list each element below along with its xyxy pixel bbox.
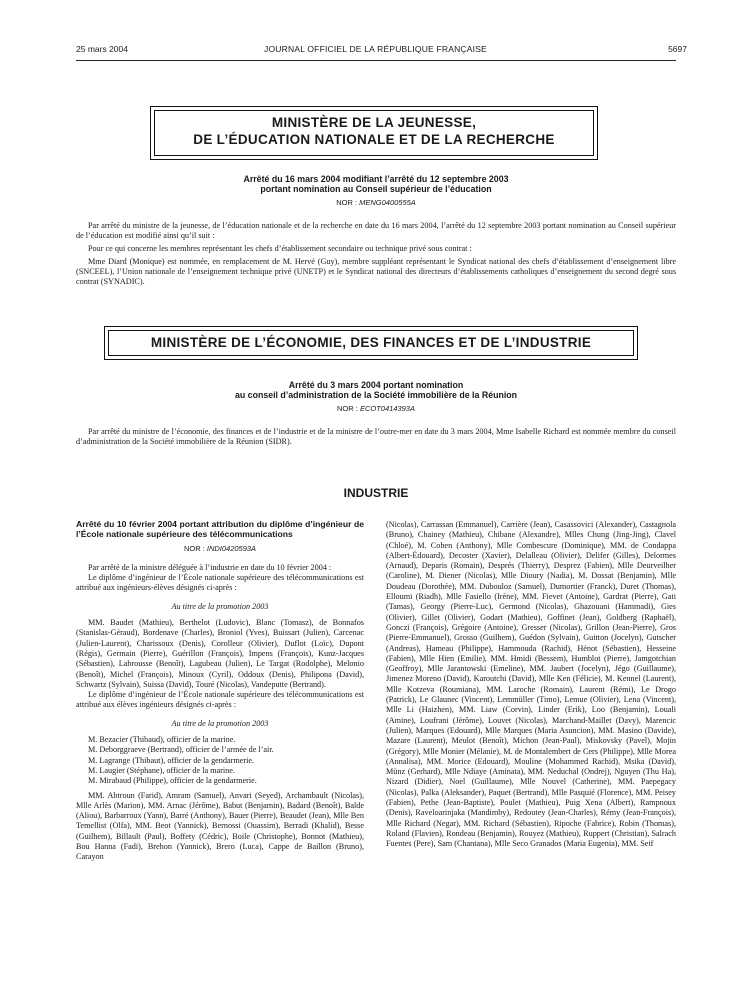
ministry-box-education	[150, 106, 598, 160]
list-item: M. Deborggraeve (Bertrand), officier de l’armée de l’air.	[88, 745, 274, 755]
paragraph: (Nicolas), Carrassan (Emmanuel), Carrière (Jean), Casassovici (Alexander), Castagnola (Bruno), Chainey (Mathieu), Chibane (Alexandre), Mlles Chung (Jing-Jing), Clavel (Chloé), M. Cohen (Anthony), Mlle Combescure (Dominique), MM. de Condappa (Albert-Édouard), Decoster (Xavier), Delalleau (Olivier), Delifer (Gilles), Delormes (Arnaud), Deparis (Romain), Després (Thierry), Desprez (Fabien), Mlle Deurveilher (Caroline), M. Diener (Nicolas), Mlle Dioury (Nadia), M. Dossat (Benjamin), Mlle Doudeau (Dorothée), MM. Dubouloz (Samuel), Dumortier (Franck), Duret (Thomas), Elloumi (Riadh), Mlle Fasiello (Irène), MM. Fievet (Antoine), Gardrat (Pierre), Gati (Tamas), Georgy (Pierre-Luc), Germond (Nicolas), Ghazouani (Hammadi), Gies (Olivier), Gillet (Olivier), Godart (Mathieu), Goffinet (Jean), Goldberg (Raphaël), Gonczi (François), Grégoire (Antoine), Gresser (Nicolas), Grillon (Jean-Pierre), Gros (Pierre-Emmanuel), Grosso (Guilhem), Guédon (Sylvain), Guitton (Jocelyn), Gutscher (Andreas), Hameau (Philippe), Hammouda (Rachid), Hénot (Sébastien), Hesseine (Fabien), Mlle Hien (Emilie), MM. Hmidi (Bessem), Humblot (Pierre), Jamgotchian (Geoffroy), Mlle Jarantowski (Emeline), MM. Jaubert (Jocelyn), Jégo (Guillaume), Jimenez Moreno (David), Karoutchi (David), Mlle Ken (Félicie), M. Kennel (Laurent), Mlle Kotzeva (Roumiana), MM. Laroche (Romain), Laurent (Rémi), Le Drogo (Patrick), Le Glaunec (Vincent), Lemmüller (Timo), Lemue (Olivier), Lena (Vincent), Mlle Li (Haizhen), MM. Liaw (Corvin), Linder (Erik), Loo (Benjamin), Louali (Amine), Loufrani (Jérôme), Louvet (Nicolas), Marchand-Maillet (Davy), Marencic (Julien), Marques (Edouard), Mlle Marques (Maria Asuncion), MM. Masino (Davide), Mazare (Laurent), Meulot (Benoît), Michon (Jean-Paul), Miskovsky (Pavel), Mojin (Grégory), Mlle Monier (Mélanie), M. de Montalembert de Cers (Philippe), Mlle Morea (Annalisa), MM. Morice (Edouard), Mouline (Mohammed Rachid), Msika (David), Münz (Gerhard), Mlle Ndiaye (Aminata), MM. Neduchal (Ondrej), Nguyen (Thu Ha), Nizard (Didier), Noel (Guillaume), Mlle Nouvel (Catherine), MM. Paepegacy (Nicolas), Palka (Aleksander), Paquet (Bertrand), Mlle Pasquié (Florence), MM. Peisey (Fabien), Pethe (Jean-Baptiste), Poulet (Mathieu), Puig Xena (Albert), Rampnoux (Denis), Raveloarinjaka (Mandimby), Redoutey (Jean-Charles), Rémy (Jean-François), Mlle Richard (Negar), MM. Richard (Sébastien), Ripoche (Fabrice), Robin (Thomas), Roland (Flavien), Rondeau (Benjamin), Rouyez (Mathieu), Ruppert (Christian), Salrach Fuentes (Pere), Sam (Chantana), Mlle Seco Granados (Maria Eugenia), MM. Seif	[386, 520, 676, 849]
paragraph: Mme Diard (Monique) est nommée, en remplacement de M. Hervé (Guy), membre suppléant représentant le Syndicat national des chefs d’établissement d’enseignement libre (SNCEEL), l’Union nationale de l’enseignement technique privé (UNETP) et le Syndicat national des directeurs d’établissements catholiques d’enseignement du second degré sous contrat (SYNADIC).	[76, 257, 676, 287]
header-date: 25 mars 2004	[76, 44, 128, 54]
ministry-box-economy	[104, 326, 638, 360]
list-item: M. Bezacier (Thibaud), officier de la marine.	[88, 735, 236, 745]
nor-label: NOR :	[183, 543, 207, 553]
paragraph: Par arrêté du ministre de la jeunesse, de l’éducation nationale et de la recherche en date du 16 mars 2004, l’arrêté du 12 septembre 2003 portant nomination au Conseil supérieur de l’éducation est modifié ainsi qu’il suit :	[76, 221, 676, 241]
nor-sidr	[76, 404, 676, 413]
nor-label: NOR :	[336, 198, 360, 207]
header-rule	[76, 60, 676, 61]
ministry-title-line1: MINISTÈRE DE LA JEUNESSE,	[271, 115, 477, 130]
right-column	[386, 520, 676, 850]
section-heading-industrie: INDUSTRIE	[343, 486, 409, 500]
promotion-heading: Au titre de la promotion 2003	[171, 718, 269, 728]
paragraph: Pour ce qui concerne les membres représentant les chefs d’établissement secondaire ou technique privé sous contrat :	[88, 244, 472, 253]
list-item: M. Mirabaud (Philippe), officier de la gendarmerie.	[88, 776, 257, 786]
ministry-title-line2: DE L’ÉDUCATION NATIONALE ET DE LA RECHERCHE	[193, 132, 555, 147]
page-number: 5697	[668, 44, 687, 54]
ministry-title: MINISTÈRE DE L’ÉCONOMIE, DES FINANCES ET DE L’INDUSTRIE	[150, 335, 592, 350]
journal-title: JOURNAL OFFICIEL DE LA RÉPUBLIQUE FRANÇAISE	[264, 44, 487, 54]
arrete-title-line1: Arrêté du 16 mars 2004 modifiant l’arrêté du 12 septembre 2003	[243, 174, 509, 184]
arrete-title-line1: Arrêté du 3 mars 2004 portant nomination	[288, 380, 464, 390]
running-header	[0, 44, 751, 58]
nor-value: ECOT0414393A	[359, 404, 415, 413]
arrete-title-education	[76, 174, 676, 194]
left-column	[76, 520, 364, 863]
list-item: M. Lagrange (Thibaut), officier de la gendarmerie.	[88, 755, 255, 765]
promotion-heading: Au titre de la promotion 2003	[171, 601, 269, 611]
paragraph: Par arrêté de la ministre déléguée à l’industrie en date du 10 février 2004 :	[88, 562, 332, 572]
nor-diplome	[76, 544, 364, 554]
nor-value: INDI0420593A	[206, 543, 257, 553]
nor-education	[76, 198, 676, 207]
arrete-title-line2: au conseil d’administration de la Société immobilière de la Réunion	[234, 390, 518, 400]
paragraph: MM. Abtroun (Farid), Amram (Samuel), Anvari (Seyed), Archambault (Nicolas), Mlle Arlès (Marion), MM. Arnac (Jérôme), Babut (Benjamin), Badard (Benoît), Balde (Aliou), Barbarroux (Yann), Barré (Anthony), Bauer (Pierre), Beaudet (Jean), Mlle Ben Temellist (Olfa), MM. Beot (Yannick), Bernossi (Ouassim), Berradi (Khalid), Besse (Guilhem), Billault (Paul), Boffety (Cédric), Boile (Christophe), Bonnot (Mathieu), Bou Hanna (Fadi), Brehon (Yannick), Brero (Luca), Cappe de Baillon (Bruno), Carayon	[76, 790, 364, 862]
paragraph: Le diplôme d’ingénieur de l’École nationale supérieure des télécommunications est attribué aux ingénieurs-élèves désignés ci-après :	[76, 573, 364, 593]
paragraph: MM. Baudet (Mathieu), Berthelot (Ludovic), Blanc (Tomasz), de Bonnafos (Stanislas-Géraud), Bordenave (Charles), Broniol (Yves), Buissart (Julien), Carcenac (Julien-Laurent), Charissoux (Denis), Corolleur (Olivier), Duflot (Loïc), Dupont (Régis), Germain (Pierre), Guérillon (François), Impens (François), Kunz-Jacques (Sébastien), Labrousse (Benoît), Lagubeau (Julien), Le Targat (Rodolphe), Melonio (Benoît), Michel (François), Minoux (Cyril), Oddoux (Denis), Philipona (David), Schwartz (Sylvain), Suissa (David), Touré (Nicolas), Vandeputte (Bertrand).	[76, 618, 364, 689]
nor-value: MENG0400555A	[359, 198, 416, 207]
nor-label: NOR :	[337, 404, 360, 413]
arrete-title-line2: portant nomination au Conseil supérieur de l’éducation	[260, 184, 492, 194]
arrete-title-diplome: Arrêté du 10 février 2004 portant attribution du diplôme d’ingénieur de l’École nationale supérieure des télécommunications	[76, 519, 364, 539]
list-item: M. Laugier (Stéphane), officier de la marine.	[88, 765, 235, 775]
paragraph: Par arrêté du ministre de l’économie, des finances et de l’industrie et de la ministre de l’outre-mer en date du 3 mars 2004, Mme Isabelle Richard est nommée membre du conseil d’administration de la Société immobilière de la Réunion (SIDR).	[76, 427, 676, 447]
paragraph: Le diplôme d’ingénieur de l’École nationale supérieure des télécommunications est attribué aux élèves ingénieurs désignés ci-après :	[76, 690, 364, 710]
arrete-title-sidr	[76, 380, 676, 400]
